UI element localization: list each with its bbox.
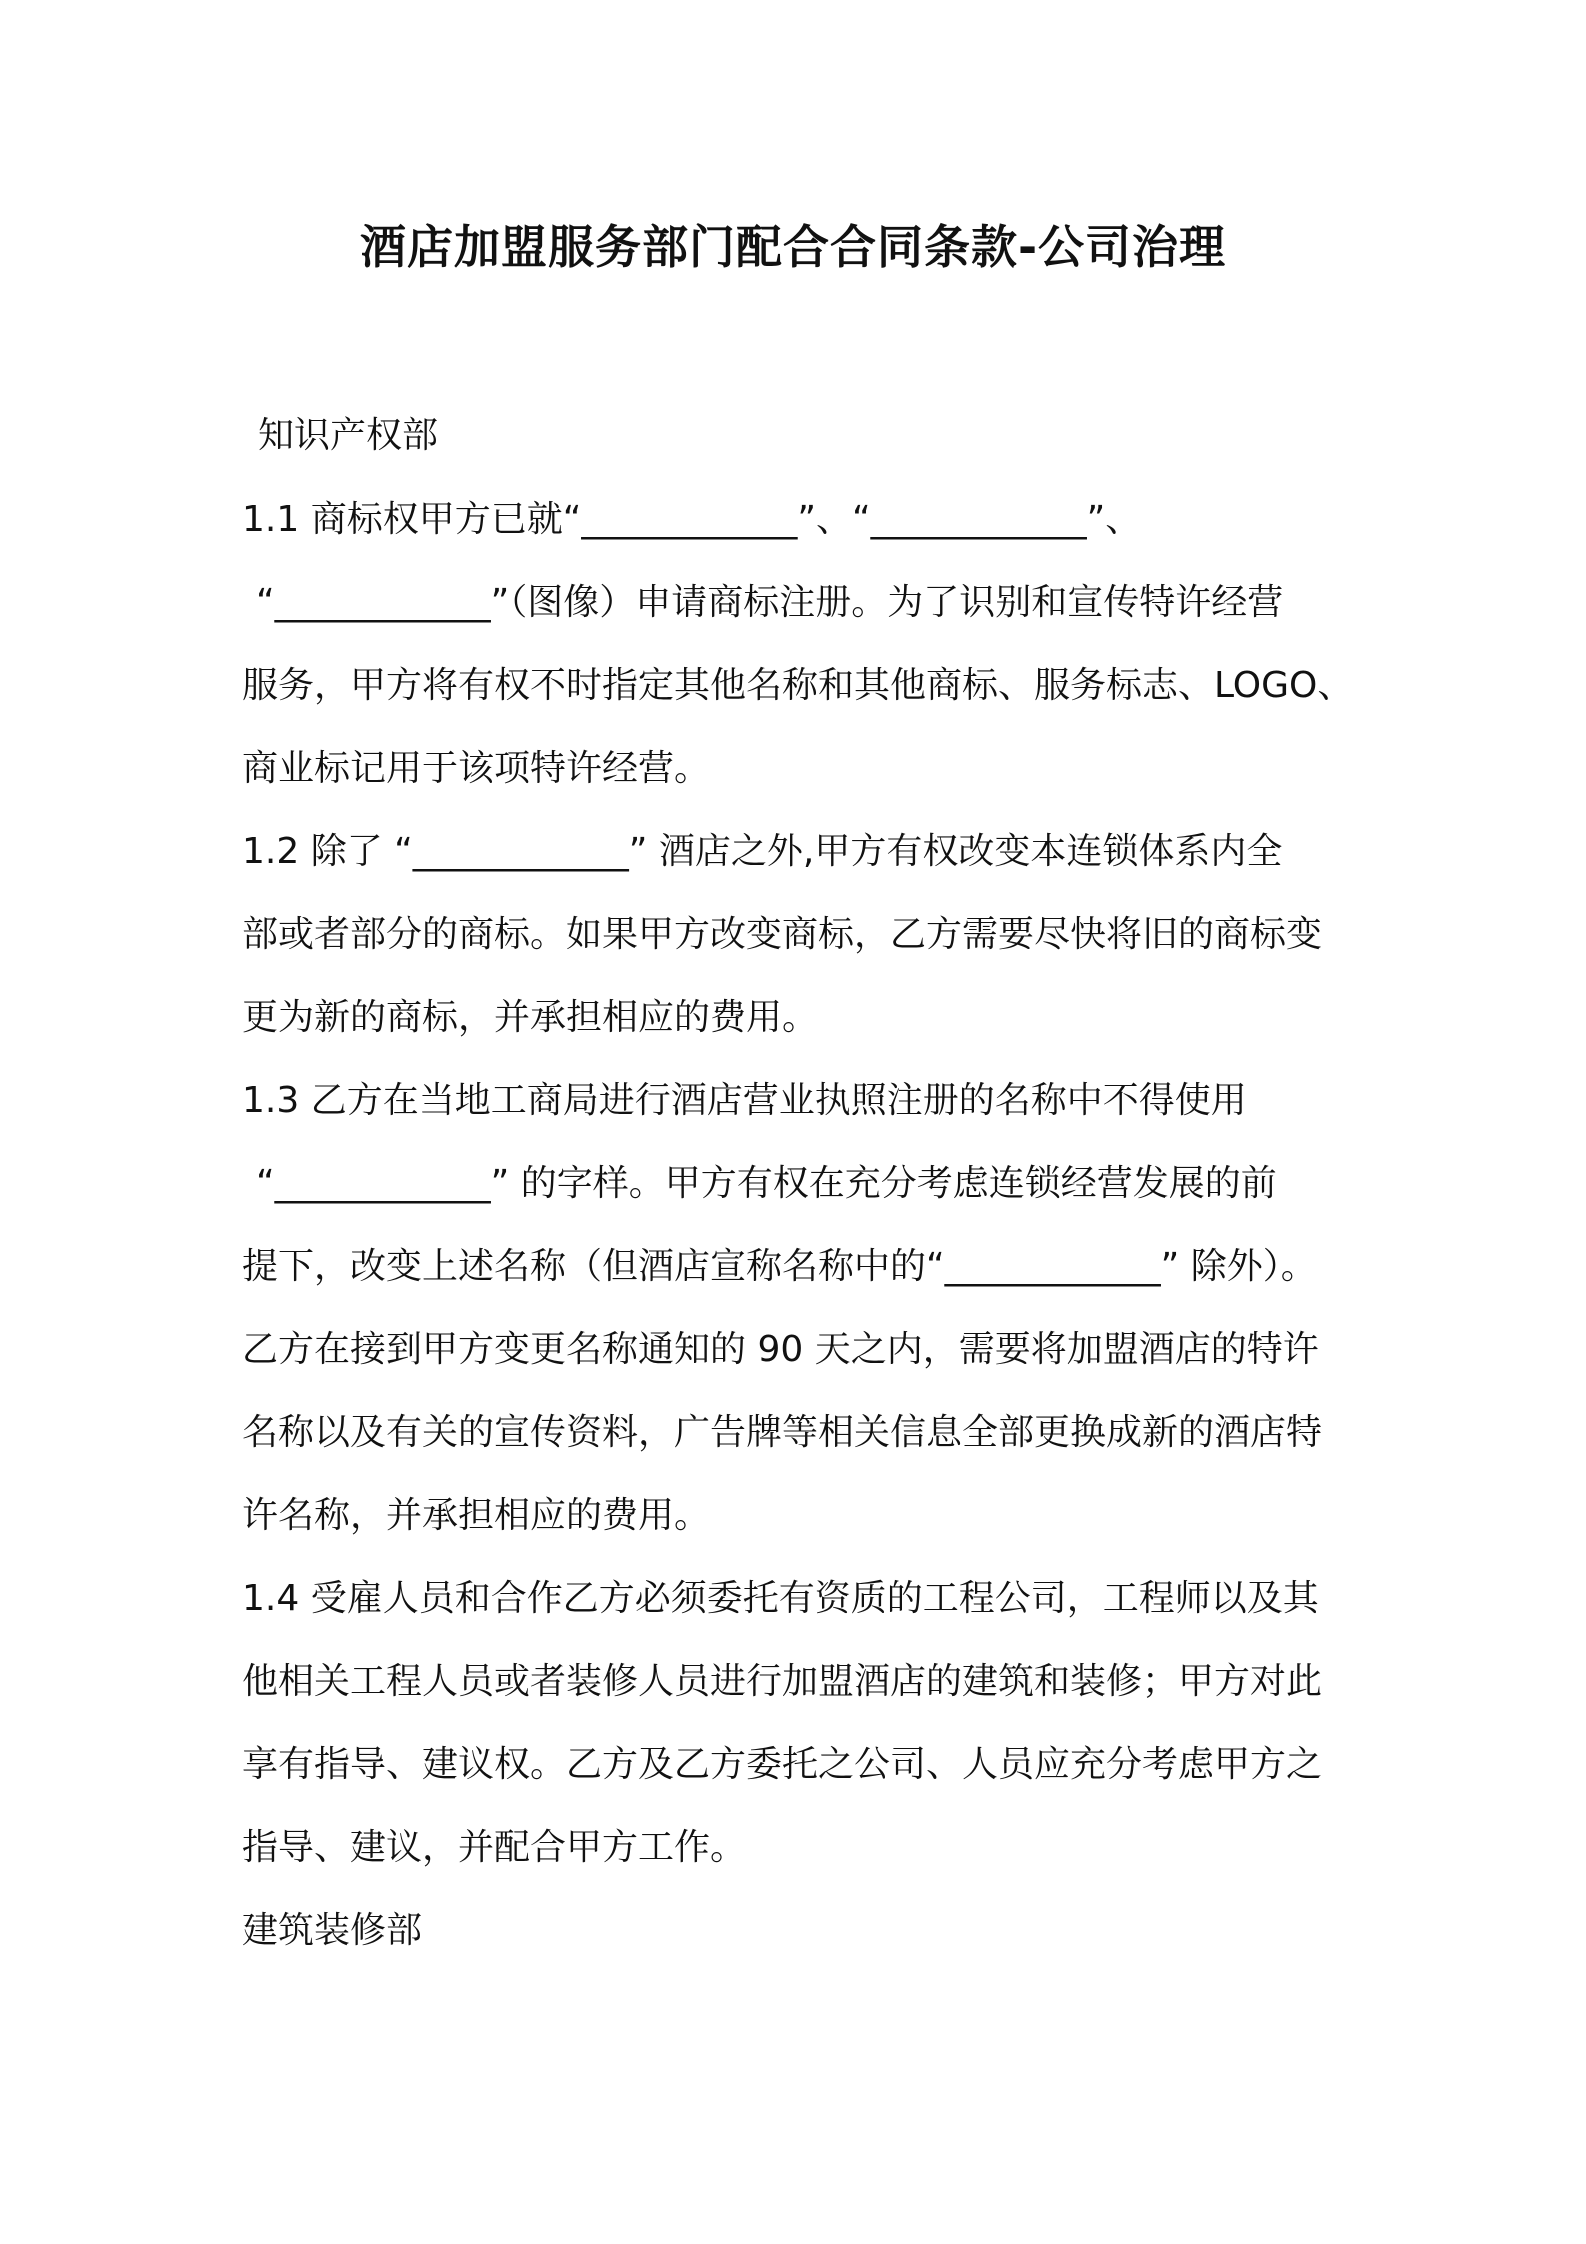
paragraph-line: 他相关工程人员或者装修人员进行加盟酒店的建筑和装修；甲方对此	[242, 1661, 1323, 1702]
section-heading-ip: 知识产权部	[258, 415, 439, 456]
paragraph-line: 商业标记用于该项特许经营。	[242, 748, 711, 789]
document-title: 酒店加盟服务部门配合合同条款-公司治理	[359, 220, 1227, 274]
paragraph-line: 指导、建议，并配合甲方工作。	[242, 1827, 747, 1868]
paragraph-line: 服务，甲方将有权不时指定其他名称和其他商标、服务标志、LOGO、	[242, 665, 1354, 706]
paragraph-line: “____________”（图像）申请商标注册。为了识别和宣传特许经营	[256, 582, 1284, 623]
paragraph-line: 1.1 商标权甲方已就“____________”、“____________”、	[242, 499, 1142, 540]
paragraph-line: 1.3 乙方在当地工商局进行酒店营业执照注册的名称中不得使用	[242, 1080, 1247, 1121]
paragraph-line: 乙方在接到甲方变更名称通知的 90 天之内，需要将加盟酒店的特许	[242, 1329, 1319, 1370]
paragraph-line: 名称以及有关的宣传资料，广告牌等相关信息全部更换成新的酒店特	[242, 1412, 1323, 1453]
paragraph-line: 许名称，并承担相应的费用。	[242, 1495, 711, 1536]
paragraph-line: 提下，改变上述名称（但酒店宣称名称中的“____________” 除外）。	[242, 1246, 1317, 1287]
section-heading-construction: 建筑装修部	[242, 1910, 423, 1951]
paragraph-line: 部或者部分的商标。如果甲方改变商标，乙方需要尽快将旧的商标变	[242, 914, 1323, 955]
paragraph-line: “____________” 的字样。甲方有权在充分考虑连锁经营发展的前	[256, 1163, 1277, 1204]
paragraph-line: 更为新的商标，并承担相应的费用。	[242, 997, 819, 1038]
paragraph-line: 1.2 除了 “____________” 酒店之外,甲方有权改变本连锁体系内全	[242, 831, 1283, 872]
paragraph-line: 1.4 受雇人员和合作乙方必须委托有资质的工程公司，工程师以及其	[242, 1578, 1319, 1619]
paragraph-line: 享有指导、建议权。乙方及乙方委托之公司、人员应充分考虑甲方之	[242, 1744, 1323, 1785]
